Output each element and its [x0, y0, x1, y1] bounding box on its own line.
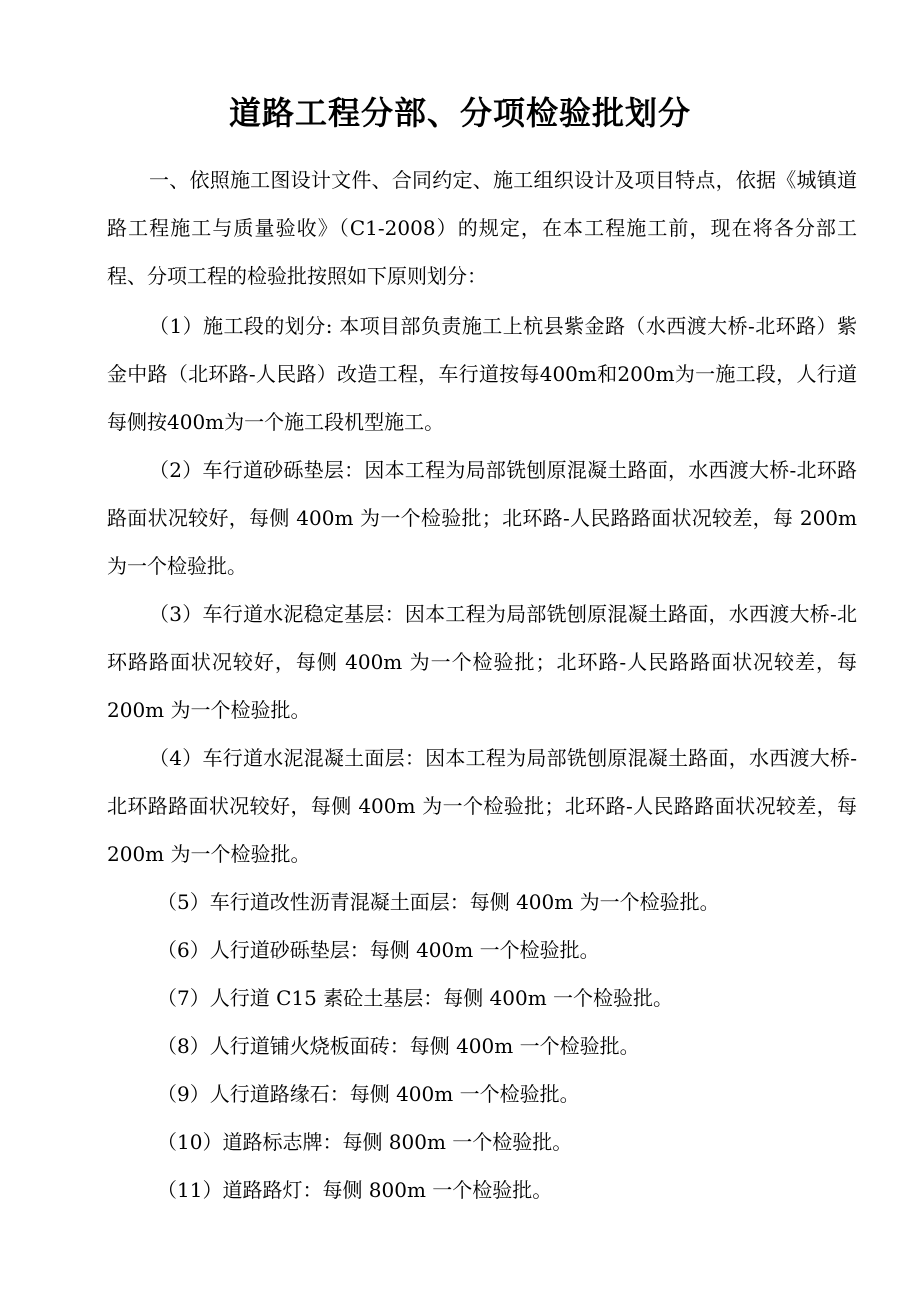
intro-paragraph: 一、依照施工图设计文件、合同约定、施工组织设计及项目特点，依据《城镇道路工程施工与质量验收》（C1-2008）的规定，在本工程施工前，现在将各分部工程、分项工程的检验批按照如下原则划分： [107, 168, 857, 288]
item-paragraph-7: （7）人行道 C15 素砼土基层：每侧 400m 一个检验批。 [157, 986, 674, 1010]
item-paragraph-9: （9）人行道路缘石：每侧 400m 一个检验批。 [157, 1082, 580, 1106]
item-paragraph-3: （3）车行道水泥稳定基层：因本工程为局部铣刨原混凝土路面，水西渡大桥-北环路路面状况较好，每侧 400m 为一个检验批；北环路-人民路路面状况较差，每 200m 为一个检验批。 [107, 602, 857, 722]
item-paragraph-2: （2）车行道砂砾垫层：因本工程为局部铣刨原混凝土路面，水西渡大桥-北环路路面状况较好，每侧 400m 为一个检验批；北环路-人民路路面状况较差，每 200m 为一个检验批。 [107, 458, 857, 578]
item-paragraph-6: （6）人行道砂砾垫层：每侧 400m 一个检验批。 [157, 938, 600, 962]
item-paragraph-1: （1）施工段的划分: 本项目部负责施工上杭县紫金路（水西渡大桥-北环路）紫金中路（北环路-人民路）改造工程，车行道按每400m和200m为一施工段，人行道每侧按400m为一个施工段机型施工。 [107, 314, 857, 434]
document-title: 道路工程分部、分项检验批划分 [228, 94, 691, 132]
item-paragraph-8: （8）人行道铺火烧板面砖：每侧 400m 一个检验批。 [157, 1034, 640, 1058]
item-paragraph-5: （5）车行道改性沥青混凝土面层：每侧 400m 为一个检验批。 [157, 890, 720, 914]
item-paragraph-11: （11）道路路灯：每侧 800m 一个检验批。 [157, 1178, 553, 1202]
item-paragraph-4: （4）车行道水泥混凝土面层：因本工程为局部铣刨原混凝土路面，水西渡大桥-北环路路面状况较好，每侧 400m 为一个检验批；北环路-人民路路面状况较差，每 200m 为一个检验批。 [107, 746, 857, 866]
item-paragraph-10: （10）道路标志牌：每侧 800m 一个检验批。 [157, 1130, 573, 1154]
